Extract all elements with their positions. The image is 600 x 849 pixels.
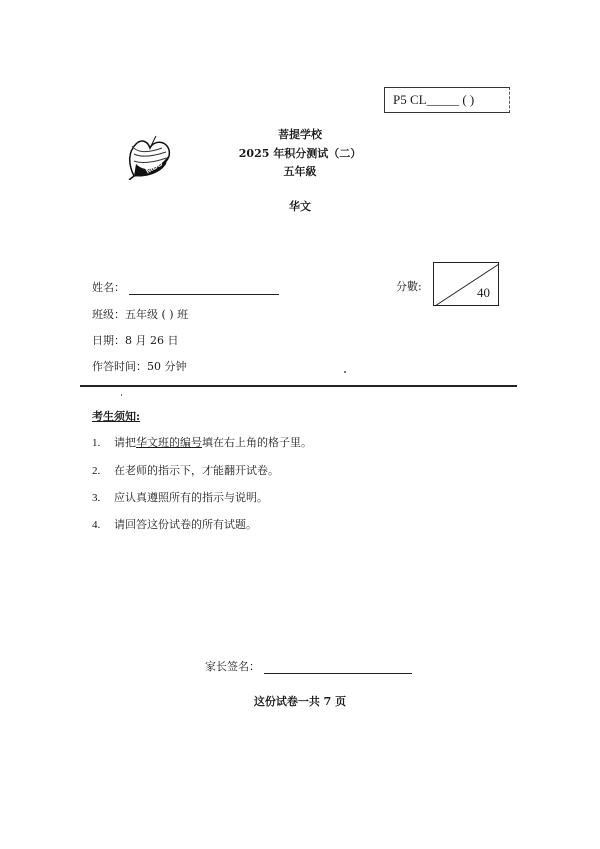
subject-title: 华文	[289, 200, 311, 213]
time-field: 作答时间：50 分钟	[92, 360, 187, 373]
notice-item: 2. 在老师的指示下，才能翻开试卷。	[92, 464, 279, 477]
name-field[interactable]	[92, 279, 279, 295]
scan-speck	[344, 371, 346, 373]
school-name: 菩提学校	[278, 128, 322, 141]
page-count: 这份试卷一共 7 页	[253, 695, 347, 708]
diagonal-line-icon	[434, 263, 500, 307]
class-number-text: P5 CL_____ ( )	[393, 92, 475, 107]
parent-signature-line[interactable]	[264, 673, 412, 674]
name-label: 姓名：	[92, 281, 125, 294]
scan-speck	[121, 394, 122, 396]
svg-text:MBS: MBS	[144, 158, 164, 176]
exam-title: 2025 年积分测试（二）	[238, 147, 362, 160]
score-box[interactable]	[433, 262, 499, 306]
notice-item: 4. 请回答这份试卷的所有试题。	[92, 518, 257, 531]
score-label: 分數:	[396, 280, 422, 293]
divider-line	[80, 385, 517, 387]
parent-signature-field[interactable]	[205, 658, 412, 674]
notice-title: 考生须知:	[92, 410, 141, 423]
class-field: 班级：五年级 ( ) 班	[92, 308, 189, 321]
parent-signature-label: 家长签名：	[205, 660, 260, 673]
name-input-line[interactable]	[129, 294, 279, 295]
score-total: 40	[477, 285, 490, 300]
class-number-box[interactable]	[384, 87, 510, 113]
notice-item: 1. 请把华文班的编号填在右上角的格子里。	[92, 436, 312, 449]
notice-item: 3. 应认真遵照所有的指示与说明。	[92, 491, 268, 504]
date-field: 日期：8 月 26 日	[92, 334, 179, 347]
grade-title: 五年級	[283, 165, 317, 178]
